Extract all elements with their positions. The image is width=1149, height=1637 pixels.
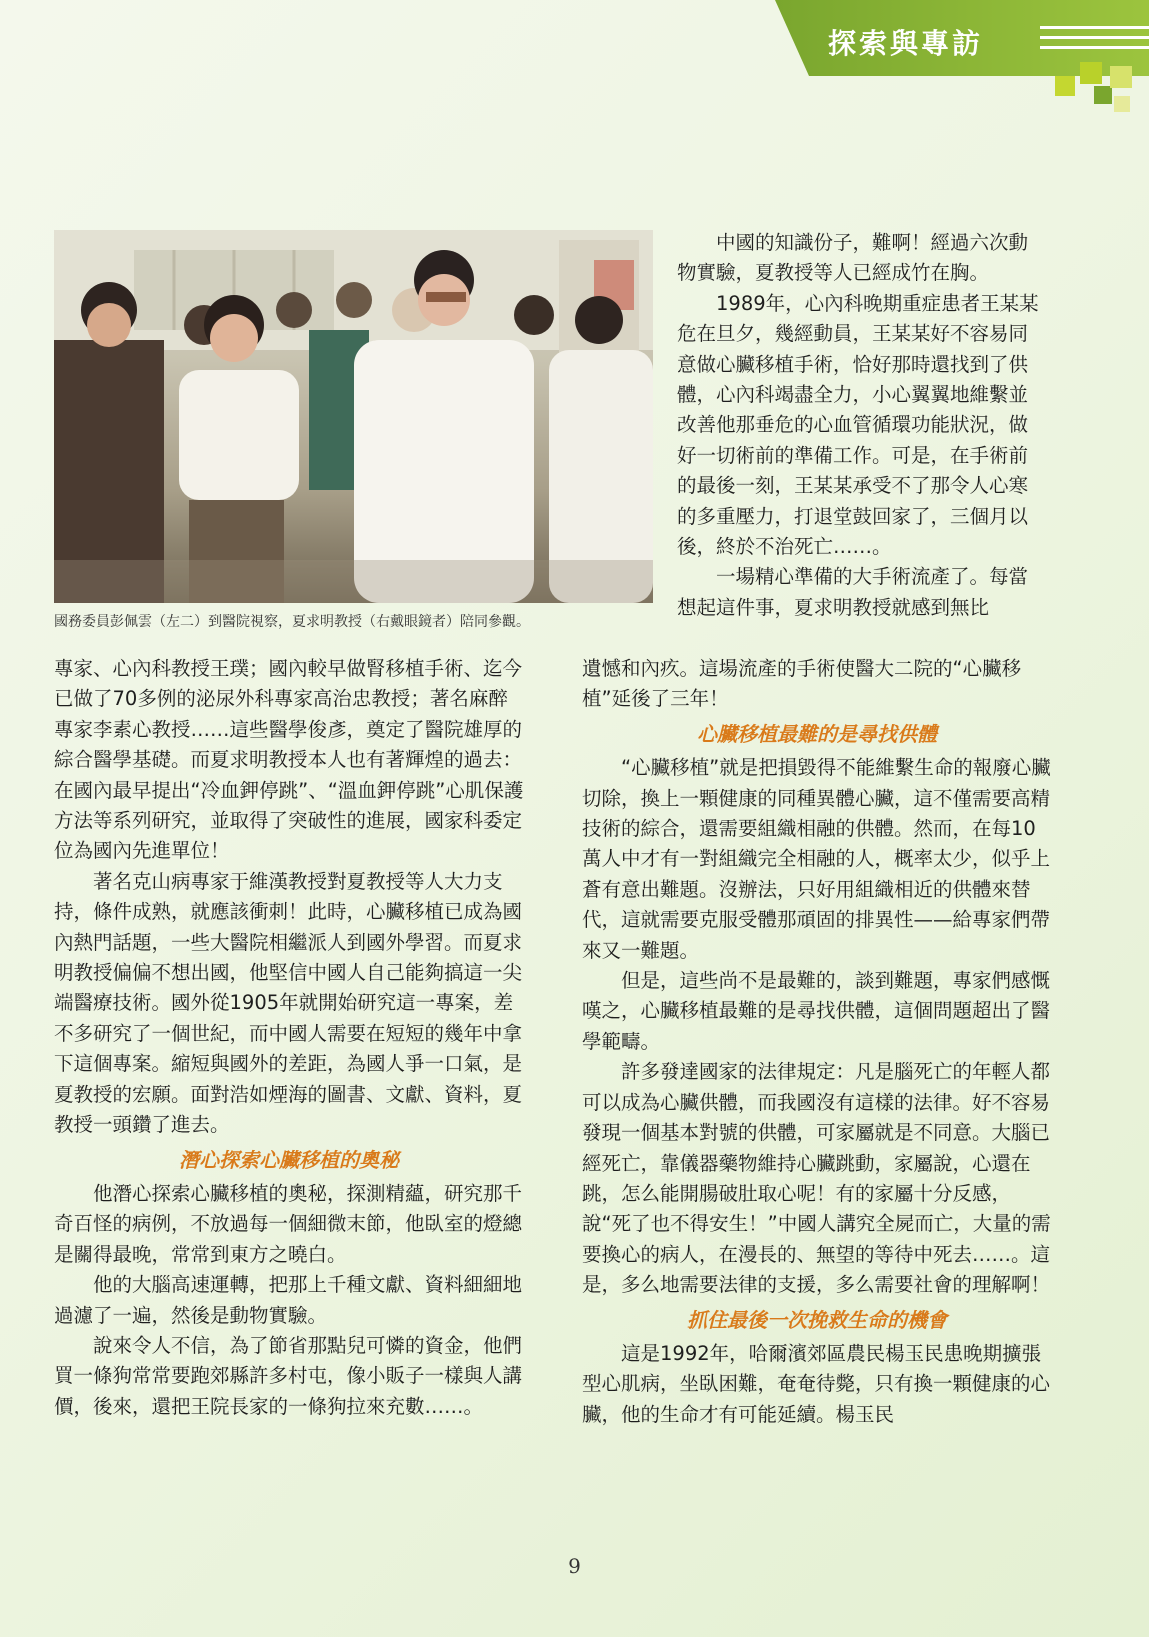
- left-paragraph: 說來令人不信，為了節省那點兒可憐的資金，他們買一條狗常常要跑郊縣許多村屯，像小販子一樣與人講價，後來，還把王院長家的一條狗拉來充數……。: [54, 1333, 523, 1418]
- right-paragraph: “心臟移植”就是把損毀得不能維繫生命的報廢心臟切除，換上一顆健康的同種異體心臟，這不僅需要高精技術的綜合，還需要組織相融的供體。然而，在每10萬人中才有一對組織完全相融的人，概率太少，似乎上蒼有意出難題。沒辦法，只好用組織相近的供體來替代，這就需要克服受體那頑固的排異性——給專家們帶來又一難題。: [582, 756, 1051, 962]
- left-paragraph: 專家、心內科教授王璞；國內較早做腎移植手術、迄今已做了70多例的泌尿外科專家高治忠教授；著名麻醉專家李素心教授……這些醫學俊彥，奠定了醫院雄厚的綜合醫學基礎。而夏求明教授本人也有著輝煌的過去：在國內最早提出“冷血鉀停跳”、“溫血鉀停跳”心肌保護方法等系列研究，並取得了突破性的進展，國家科委定位為國內先進單位！: [54, 657, 524, 863]
- right-paragraph: 但是，這些尚不是最難的，談到難題，專家們感慨嘆之，心臟移植最難的是尋找供體，這個問題超出了醫學範疇。: [582, 969, 1051, 1053]
- section-heading: 潛心探索心臟移植的奧秘: [179, 1147, 399, 1172]
- header-stripe: [1040, 36, 1149, 39]
- hospital-visit-photo: [54, 230, 653, 603]
- deco-square: [1055, 76, 1075, 96]
- deco-square: [1110, 66, 1132, 88]
- header-stripe: [1040, 46, 1149, 49]
- right-column-bottom: [582, 654, 1052, 1430]
- section-heading: 心臟移植最難的是尋找供體: [697, 721, 937, 746]
- photo-caption: 國務委員彭佩雲（左二）到醫院視察，夏求明教授（右戴眼鏡者）陪同參觀。: [54, 614, 530, 630]
- deco-square: [1080, 62, 1102, 84]
- right-paragraph: 中國的知識份子，難啊！經過六次動物實驗，夏教授等人已經成竹在胸。: [677, 231, 1029, 285]
- right-column-top: [677, 228, 1047, 623]
- section-heading: 抓住最後一次挽救生命的機會: [687, 1307, 947, 1332]
- right-paragraph: 1989年，心內科晚期重症患者王某某危在旦夕，幾經動員，王某某好不容易同意做心臟移植手術，恰好那時還找到了供體，心內科竭盡全力，小心翼翼地維繫並改善他那垂危的心血管循環功能狀況，做好一切術前的準備工作。可是，在手術前的最後一刻，王某某承受不了那令人心寒的多重壓力，打退堂鼓回家了，三個月以後，終於不治死亡……。: [677, 291, 1039, 559]
- left-paragraph: 著名克山病專家于維漢教授對夏教授等人大力支持，條件成熟，就應該衝刺！此時，心臟移植已成為國內熱門話題，一些大醫院相繼派人到國外學習。而夏求明教授偏偏不想出國，他堅信中國人自己能夠搞這一尖端醫療技術。國外從1905年就開始研究這一專案，差不多研究了一個世紀，而中國人需要在短短的幾年中拿下這個專案。縮短與國外的差距，為國人爭一口氣，是夏教授的宏願。面對浩如煙海的圖書、文獻、資料，夏教授一頭鑽了進去。: [54, 869, 523, 1137]
- left-paragraph: 他潛心探索心臟移植的奧秘，探測精蘊，研究那千奇百怪的病例，不放過每一個細微末節，他臥室的燈總是關得最晚，常常到東方之曉白。: [54, 1181, 523, 1266]
- photo-illustration: [54, 230, 653, 603]
- right-paragraph: 許多發達國家的法律規定：凡是腦死亡的年輕人都可以成為心臟供體，而我國沒有這樣的法律。好不容易發現一個基本對號的供體，可家屬就是不同意。大腦已經死亡，靠儀器藥物維持心臟跳動，家屬說，心還在跳，怎么能開腸破肚取心呢！有的家屬十分反感，說“死了也不得安生！”中國人講究全屍而亡，大量的需要換心的病人，在漫長的、無望的等待中死去……。這是，多么地需要法律的支援，多么需要社會的理解啊！: [582, 1060, 1051, 1297]
- right-paragraph: 一場精心準備的大手術流產了。每當想起這件事，夏求明教授就感到無比: [677, 565, 1029, 619]
- page-number: 9: [568, 1554, 581, 1578]
- left-paragraph: 他的大腦高速運轉，把那上千種文獻、資料細細地過濾了一遍，然後是動物實驗。: [54, 1273, 523, 1327]
- deco-square: [1114, 96, 1130, 112]
- header-stripe: [1040, 26, 1149, 29]
- left-column: [54, 654, 524, 1422]
- section-title: 探索與專訪: [828, 27, 984, 60]
- right-paragraph: 遺憾和內疚。這場流產的手術使醫大二院的“心臟移植”延後了三年！: [582, 657, 1022, 711]
- right-paragraph: 這是1992年，哈爾濱郊區農民楊玉民患晚期擴張型心肌病，坐臥困難，奄奄待斃，只有換一顆健康的心臟，他的生命才有可能延續。楊玉民: [582, 1341, 1051, 1426]
- deco-square: [1094, 86, 1112, 104]
